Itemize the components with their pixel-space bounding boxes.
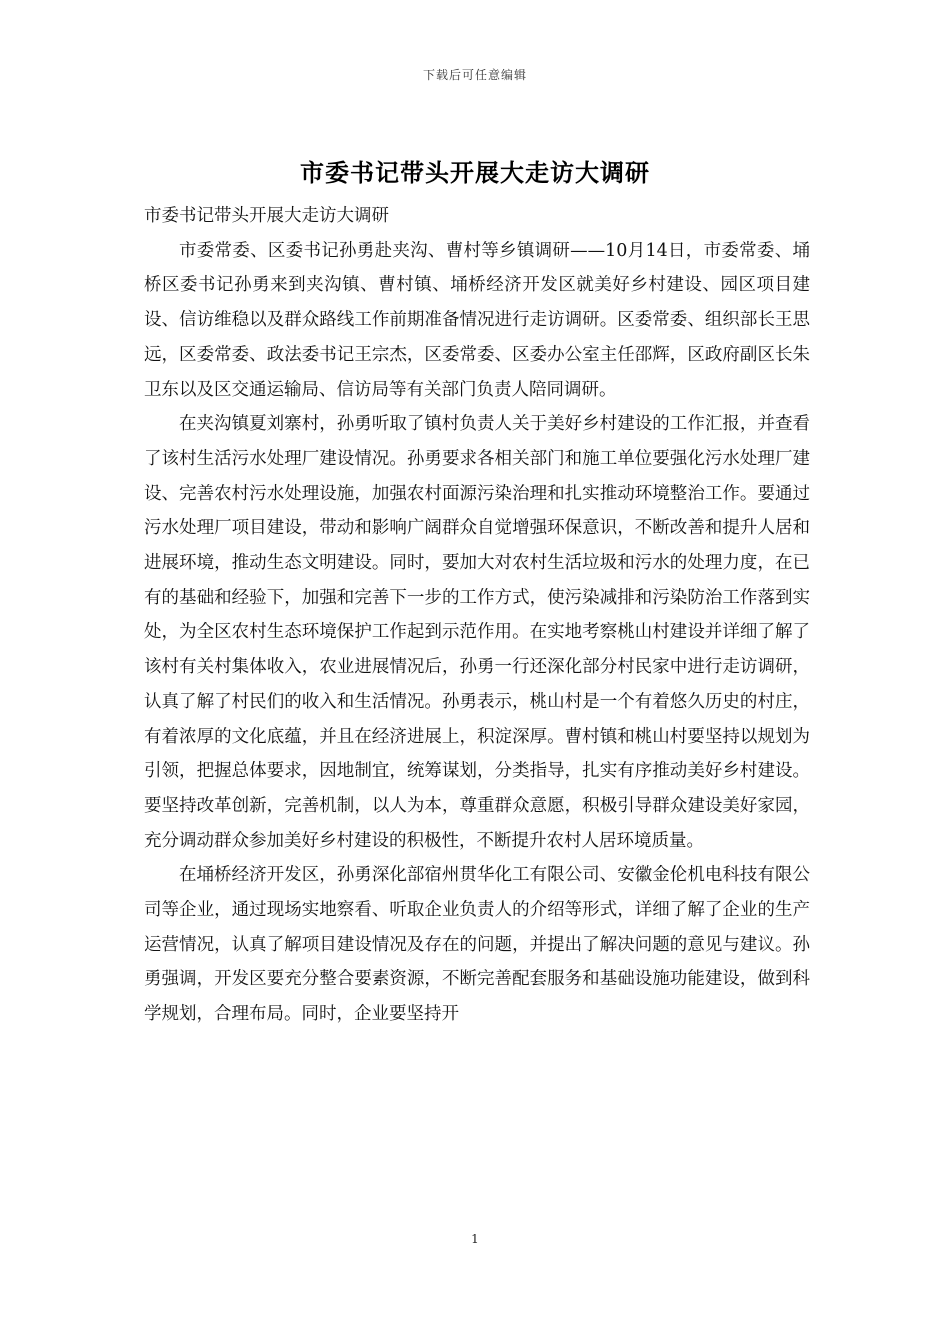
- paragraph-2: 在夹沟镇夏刘寨村，孙勇听取了镇村负责人关于美好乡村建设的工作汇报，并查看了该村生活污水处理厂建设情况。孙勇要求各相关部门和施工单位要强化污水处理厂建设、完善农村污水处理设施，加强农村面源污染治理和扎实推动环境整治工作。要通过污水处理厂项目建设，带动和影响广阔群众自觉增强环保意识，不断改善和提升人居和进展环境，推动生态文明建设。同时，要加大对农村生活垃圾和污水的处理力度，在已有的基础和经验下，加强和完善下一步的工作方式，使污染减排和污染防治工作落到实处，为全区农村生态环境保护工作起到示范作用。在实地考察桃山村建设并详细了解了该村有关村集体收入，农业进展情况后，孙勇一行还深化部分村民家中进行走访调研，认真了解了村民们的收入和生活情况。孙勇表示，桃山村是一个有着悠久历史的村庄，有着浓厚的文化底蕴，并且在经济进展上，积淀深厚。曹村镇和桃山村要坚持以规划为引领，把握总体要求，因地制宜，统筹谋划，分类指导，扎实有序推动美好乡村建设。要坚持改革创新，完善机制，以人为本，尊重群众意愿，积极引导群众建设美好家园，充分调动群众参加美好乡村建设的积极性，不断提升农村人居环境质量。: [144, 414, 810, 851]
- paragraph-3: 在埇桥经济开发区，孙勇深化部宿州贯华化工有限公司、安徽金伦机电科技有限公司等企业，通过现场实地察看、听取企业负责人的介绍等形式，详细了解了企业的生产运营情况，认真了解项目建设情况及存在的问题，并提出了解决问题的意见与建议。孙勇强调，开发区要充分整合要素资源，不断完善配套服务和基础设施功能建设，做到科学规划，合理布局。同时，企业要坚持开: [144, 865, 810, 1025]
- page-number: 1: [471, 1232, 479, 1246]
- document-title: 市委书记带头开展大走访大调研: [300, 158, 650, 187]
- header-note: 下载后可任意编辑: [422, 68, 527, 82]
- document-body: [144, 199, 810, 1032]
- document-subtitle: 市委书记带头开展大走访大调研: [144, 206, 389, 226]
- paragraph-1: 市委常委、区委书记孙勇赴夹沟、曹村等乡镇调研——10月14日，市委常委、埇桥区委书记孙勇来到夹沟镇、曹村镇、埇桥经济开发区就美好乡村建设、园区项目建设、信访维稳以及群众路线工作前期准备情况进行走访调研。区委常委、组织部长王思远，区委常委、政法委书记王宗杰，区委常委、区委办公室主任邵辉，区政府副区长朱卫东以及区交通运输局、信访局等有关部门负责人陪同调研。: [144, 240, 810, 400]
